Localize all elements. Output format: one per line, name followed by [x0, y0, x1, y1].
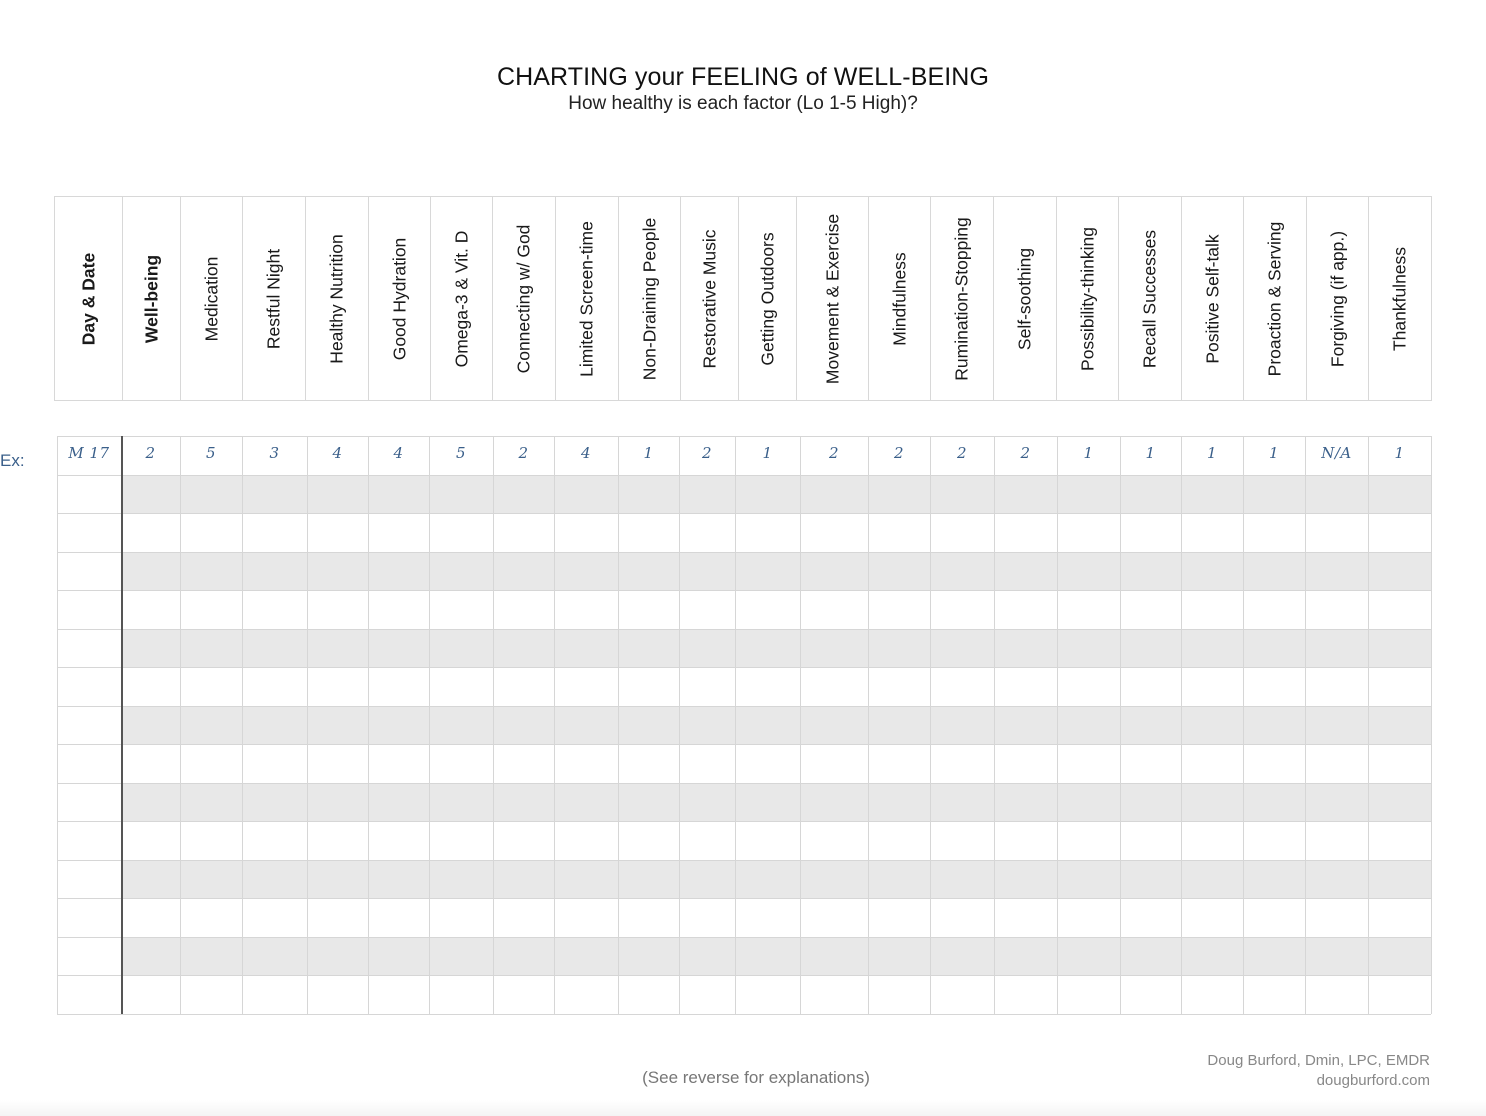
- example-value: 4: [580, 444, 592, 462]
- example-value: 2: [956, 444, 968, 462]
- column-line: [735, 436, 736, 1014]
- column-line: [800, 436, 801, 1014]
- column-header: [1118, 197, 1181, 400]
- column-line: [1057, 436, 1058, 1014]
- column-line: [679, 436, 680, 1014]
- row-line: [57, 590, 1431, 591]
- column-header: [993, 197, 1056, 400]
- row-line: [57, 706, 1431, 707]
- column-line: [493, 436, 494, 1014]
- example-value: 1: [762, 444, 773, 462]
- example-label: Ex:: [0, 451, 25, 470]
- author-credit: [1207, 1051, 1430, 1091]
- row-shading: [122, 860, 1432, 899]
- row-line: [57, 629, 1431, 630]
- author-name: Doug Burford, Dmin, LPC, EMDR: [1207, 1052, 1430, 1069]
- row-line: [57, 744, 1431, 745]
- page-title: CHARTING your FEELING of WELL-BEING: [496, 63, 990, 91]
- column-header: [242, 197, 305, 400]
- row-line: [57, 436, 1431, 437]
- column-header: [1181, 197, 1243, 400]
- example-value: 2: [145, 444, 156, 462]
- column-line: [57, 436, 58, 1014]
- header-row: [54, 196, 1432, 401]
- column-line: [930, 436, 931, 1014]
- column-header-label: Non-Draining People: [639, 217, 659, 380]
- example-value: 3: [269, 444, 280, 462]
- column-header: [868, 197, 930, 400]
- column-header: [930, 197, 993, 400]
- column-header-label: Recall Successes: [1139, 229, 1160, 368]
- example-value: 2: [701, 444, 713, 462]
- row-shading: [122, 552, 1432, 591]
- row-line: [57, 975, 1431, 976]
- column-header: [618, 197, 680, 400]
- column-line: [368, 436, 369, 1014]
- column-line: [429, 436, 430, 1014]
- author-website: dougburford.com: [1316, 1072, 1430, 1089]
- row-shading: [122, 629, 1432, 668]
- column-header-label: Rumination-Stopping: [951, 216, 972, 381]
- example-value: 2: [1020, 444, 1031, 462]
- row-shading: [122, 937, 1432, 976]
- page-bottom-edge: [0, 1100, 1486, 1116]
- row-line: [57, 513, 1431, 514]
- row-shading: [122, 706, 1432, 745]
- example-value: 5: [205, 444, 217, 462]
- row-line: [57, 821, 1431, 822]
- column-header: [555, 197, 618, 400]
- example-value: 4: [393, 444, 404, 462]
- row-line: [57, 898, 1431, 899]
- column-line: [868, 436, 869, 1014]
- column-header-label: Medication: [201, 256, 221, 341]
- reverse-note: (See reverse for explanations): [642, 1068, 870, 1087]
- row-line: [57, 475, 1431, 476]
- column-header: [738, 197, 796, 400]
- column-line: [554, 436, 555, 1014]
- column-line: [307, 436, 308, 1014]
- column-header-label: Healthy Nutrition: [326, 233, 347, 364]
- column-header: [122, 197, 180, 400]
- column-header-label: Self-soothing: [1014, 247, 1035, 350]
- column-header-label: Good Hydration: [389, 237, 409, 360]
- column-header-label: Forgiving (if app.): [1327, 230, 1347, 367]
- row-line: [57, 860, 1431, 861]
- column-header-label: Thankfulness: [1389, 246, 1410, 351]
- column-header-label: Omega-3 & Vit. D: [451, 230, 471, 367]
- example-value: 2: [893, 444, 905, 462]
- column-header: [1243, 197, 1306, 400]
- column-header-label: Mindfulness: [889, 251, 909, 346]
- row-line: [57, 937, 1431, 938]
- row-line: [57, 1014, 1431, 1015]
- example-value: N/A: [1321, 444, 1352, 462]
- column-line: [1120, 436, 1121, 1014]
- page-subtitle: How healthy is each factor (Lo 1-5 High)?: [568, 93, 918, 114]
- column-header-label: Getting Outdoors: [757, 231, 777, 366]
- column-header: [54, 197, 122, 400]
- column-line: [994, 436, 995, 1014]
- column-header: [1056, 197, 1118, 400]
- example-value: 1: [1206, 444, 1218, 462]
- column-line: [1243, 436, 1244, 1014]
- example-value: 1: [1145, 444, 1156, 462]
- column-header-label: Connecting w/ God: [513, 224, 534, 373]
- column-line: [1305, 436, 1306, 1014]
- column-line: [180, 436, 181, 1014]
- column-line: [242, 436, 243, 1014]
- example-value: 4: [332, 444, 343, 462]
- column-line: [1181, 436, 1182, 1014]
- row-line: [57, 552, 1431, 553]
- column-header: [1368, 197, 1432, 400]
- column-header: [305, 197, 368, 400]
- column-header-label: Restful Night: [263, 248, 284, 349]
- column-header: [492, 197, 555, 400]
- column-header: [180, 197, 242, 400]
- example-value: 1: [1083, 444, 1094, 462]
- column-header: [680, 197, 738, 400]
- column-header: [430, 197, 492, 400]
- example-value: M 17: [68, 444, 110, 462]
- column-line: [1431, 436, 1432, 1014]
- column-header-label: Restorative Music: [699, 228, 719, 369]
- example-value: 2: [518, 444, 529, 462]
- column-header-label: Limited Screen-time: [576, 220, 597, 377]
- example-value: 1: [1268, 444, 1280, 462]
- example-value: 1: [1394, 444, 1405, 462]
- column-line: [121, 436, 123, 1014]
- column-header: [368, 197, 430, 400]
- example-value: 1: [643, 444, 654, 462]
- column-header-label: Movement & Exercise: [822, 213, 842, 384]
- row-line: [57, 667, 1431, 668]
- example-value: 5: [455, 444, 467, 462]
- row-shading: [122, 783, 1432, 822]
- column-line: [1368, 436, 1369, 1014]
- row-shading: [122, 475, 1432, 514]
- column-line: [618, 436, 619, 1014]
- row-line: [57, 783, 1431, 784]
- column-header-label: Well-being: [141, 254, 161, 343]
- column-header-label: Day & Date: [78, 252, 98, 345]
- example-value: 2: [828, 444, 840, 462]
- column-header-label: Positive Self-talk: [1202, 233, 1222, 364]
- column-header-label: Proaction & Serving: [1264, 221, 1285, 376]
- column-header: [796, 197, 868, 400]
- column-header: [1306, 197, 1368, 400]
- column-header-label: Possibility-thinking: [1077, 226, 1097, 371]
